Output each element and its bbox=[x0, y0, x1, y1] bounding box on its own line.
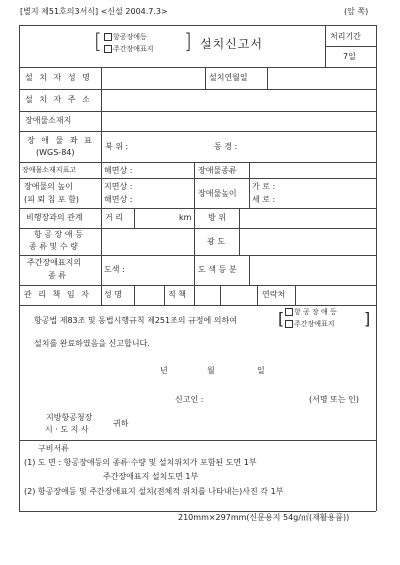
obstacle-type-label: 장애물종류 bbox=[198, 166, 237, 175]
obstacle-height-label: 장애물높이 bbox=[198, 189, 237, 198]
width-label[interactable]: 가 로 : bbox=[252, 182, 276, 191]
install-date-label: 설치연월일 bbox=[209, 73, 248, 82]
brightness-field[interactable] bbox=[240, 230, 374, 254]
signature-note: (서명 또는 인) bbox=[309, 395, 359, 404]
sea-level-label[interactable]: 해면상 : bbox=[104, 166, 133, 175]
declaration-line1: 항공법 제83조 및 동법시행규칙 제251조의 규정에 의하여 bbox=[34, 316, 237, 325]
bearing-field[interactable] bbox=[240, 210, 374, 227]
manager-name-label: 성 명 bbox=[104, 290, 122, 299]
brightness-label: 광 도 bbox=[207, 237, 225, 246]
checkbox-icon bbox=[285, 308, 293, 316]
height-label-note: (피 뢰 침 포 함) bbox=[24, 195, 80, 204]
recipient-governor: 시 · 도 지 사 bbox=[45, 425, 89, 434]
recipient-suffix: 귀하 bbox=[113, 419, 129, 428]
bracket-left: [ bbox=[278, 309, 285, 328]
length-label[interactable]: 세 로 : bbox=[252, 195, 276, 204]
obstacle-coord-label: 장 애 물 좌 표 bbox=[27, 136, 94, 145]
title-option-markers[interactable] bbox=[104, 45, 154, 54]
processing-period-value: 7일 bbox=[343, 52, 356, 61]
above-ground-label[interactable]: 지면상 : bbox=[104, 182, 133, 191]
checkbox-icon bbox=[104, 33, 112, 41]
documents-title: 구비서류 bbox=[38, 444, 69, 453]
install-date-field[interactable] bbox=[268, 69, 375, 88]
page-side-note: (앞 쪽) bbox=[344, 7, 369, 16]
reporter-label: 신고인 : bbox=[175, 395, 204, 404]
light-type-field[interactable] bbox=[102, 230, 193, 254]
date-year: 년 bbox=[160, 366, 168, 375]
color-grade-field[interactable] bbox=[250, 257, 374, 284]
installer-name-label: 설 치 자 성 명 bbox=[25, 73, 92, 82]
distance-label: 거 리 bbox=[105, 213, 123, 222]
bracket-right: ] bbox=[364, 309, 371, 328]
title-option-lights[interactable] bbox=[104, 33, 147, 42]
obstacle-location-field[interactable] bbox=[102, 112, 374, 130]
km-unit: km bbox=[179, 213, 192, 222]
checkbox-icon bbox=[104, 45, 112, 53]
documents-item2: (2) 항공장애등 및 주간장애표지 설치(전체적 위치를 나타내는)사진 각 1부 bbox=[24, 487, 284, 496]
light-type-quantity-label: 종 류 및 수 량 bbox=[29, 242, 78, 251]
declaration-option-lights[interactable] bbox=[285, 308, 337, 317]
documents-item1b: 주간장애표지 설치도면 1부 bbox=[103, 472, 199, 481]
manager-position-field[interactable] bbox=[221, 287, 256, 304]
declaration-option-lights-label: 항 공 장 애 등 bbox=[294, 308, 337, 316]
date-month: 월 bbox=[207, 366, 215, 375]
recipient-regional-office: 지방항공청장 bbox=[46, 413, 93, 422]
declaration-option-markers[interactable] bbox=[285, 320, 335, 329]
color-label[interactable]: 도색 : bbox=[104, 265, 125, 274]
manager-contact-label: 연락처 bbox=[262, 290, 286, 299]
longitude-label[interactable]: 동 경 : bbox=[214, 142, 238, 151]
form-number: [별지 제51호의3서식] <신설 2004.7.3> bbox=[20, 7, 168, 16]
installer-name-field[interactable] bbox=[102, 69, 204, 88]
bracket-right: ] bbox=[184, 29, 192, 53]
form-title: 설치신고서 bbox=[200, 37, 263, 51]
light-type-label: 항 공 장 애 등 bbox=[34, 230, 83, 239]
obstacle-location-label: 장애물소재지 bbox=[25, 116, 72, 125]
manager-contact-field[interactable] bbox=[296, 287, 374, 304]
obstacle-coord-datum: (WGS-84) bbox=[36, 148, 75, 157]
title-option-lights-label: 항공장애등 bbox=[113, 33, 147, 41]
installer-address-label: 설 치 자 주 소 bbox=[25, 95, 92, 104]
manager-position-label: 직 책 bbox=[168, 290, 186, 299]
above-sea-label[interactable]: 해면상 : bbox=[104, 195, 133, 204]
title-option-markers-label: 주간장애표지 bbox=[113, 45, 154, 53]
height-label: 장애물의 높이 bbox=[24, 182, 73, 191]
manager-label: 관 리 책 임 자 bbox=[24, 290, 91, 299]
processing-period-label: 처리기간 bbox=[330, 32, 361, 41]
bracket-left: [ bbox=[94, 29, 102, 53]
reporter-field[interactable] bbox=[210, 392, 310, 406]
declaration-option-markers-label: 주간장애표지 bbox=[294, 320, 335, 328]
date-day: 일 bbox=[257, 366, 265, 375]
elevation-label: 장애물소재지표고 bbox=[22, 166, 77, 174]
latitude-label[interactable]: 북 위 : bbox=[105, 142, 129, 151]
paper-size-note: 210mm×297mm(신문용지 54g/㎡(재활용품)) bbox=[178, 513, 350, 522]
checkbox-icon bbox=[285, 320, 293, 328]
declaration-line2: 설치를 완료하였음을 신고합니다. bbox=[34, 339, 150, 348]
manager-name-field[interactable] bbox=[135, 287, 163, 304]
documents-item1: (1) 도 면 : 항공장애등의 종류·수량 및 설치위치가 포함된 도면 1부 bbox=[24, 458, 257, 467]
marker-type-label2: 종 류 bbox=[48, 271, 66, 280]
runway-relation-label: 비행장과의 관계 bbox=[26, 213, 83, 222]
color-grade-label: 도 색 등 분 bbox=[198, 265, 237, 274]
bearing-label: 방 위 bbox=[208, 213, 226, 222]
marker-type-label: 주간장애표지의 bbox=[27, 258, 82, 267]
installer-address-field[interactable] bbox=[102, 91, 374, 110]
